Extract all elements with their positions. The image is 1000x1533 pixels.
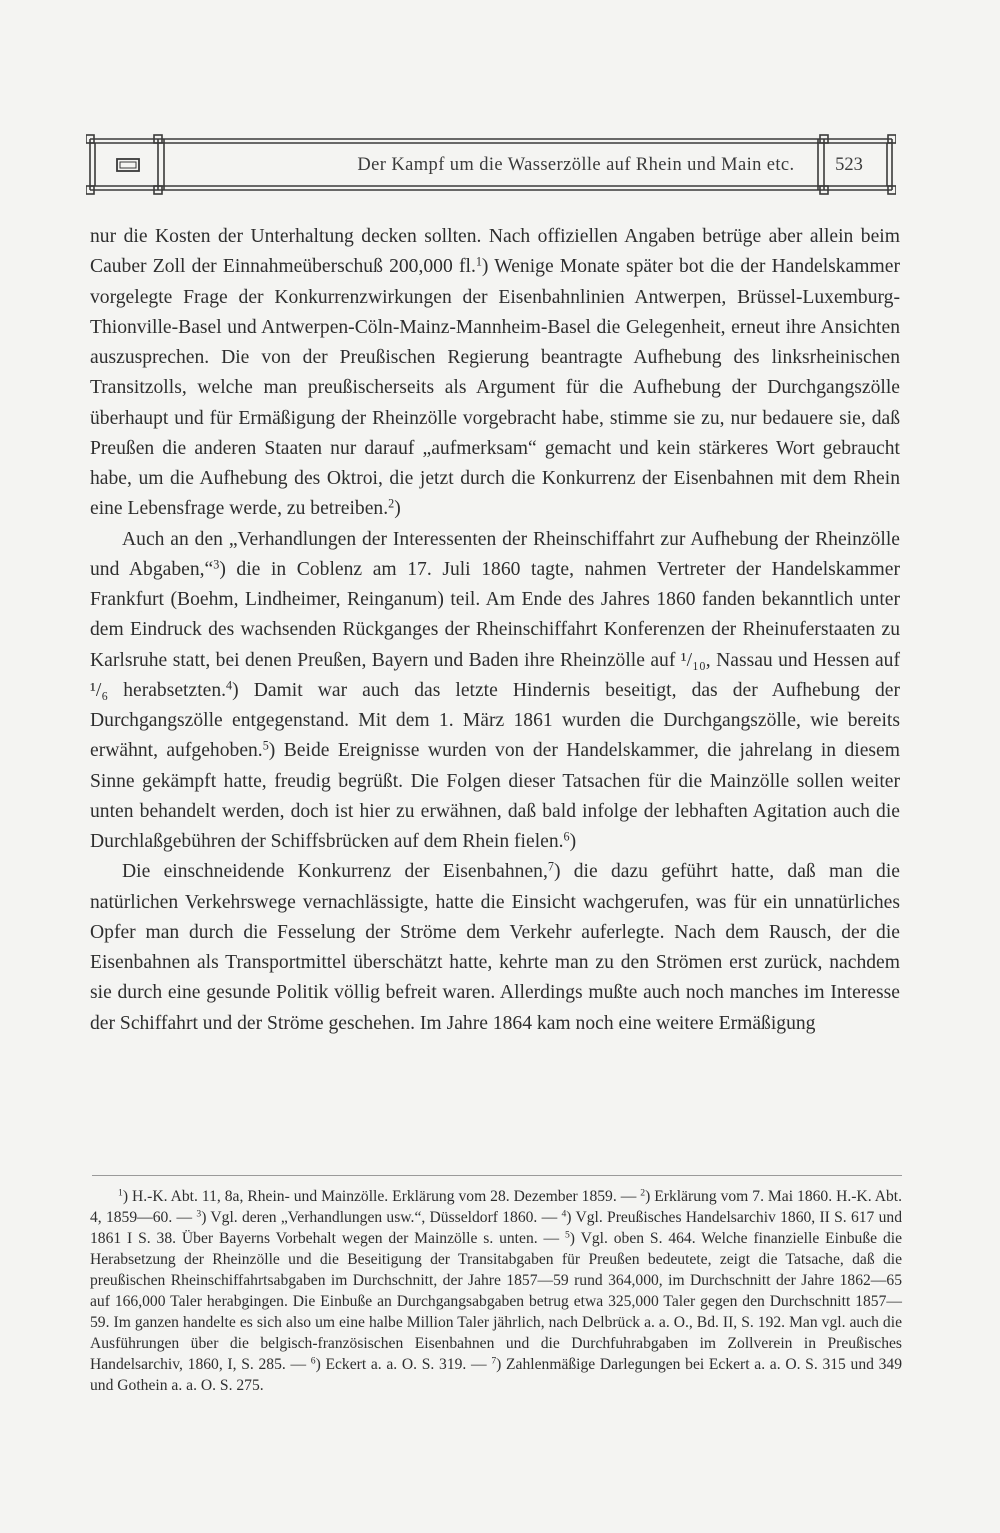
text-run: ) Beide Ereignisse wurden von der Handelskammer, die jahrelang in diesem Sinne gekämpft hatte, freudig begrüßt. Die Folgen dieser Tatsachen für die Mainzölle sollen weiter unten behandelt werden, doch ist hier zu erwähnen, daß bald infolge der lebhaften Agitation auch die Durchlaßgebühren der Schiffsbrücken auf dem Rhein fielen. (90, 740, 900, 852)
paragraph-3 (90, 857, 900, 1039)
footnote-text-2: ) Erklärung vom 7. Mai 1860. H.-K. Abt. 4, 1859—60. — (90, 1188, 902, 1226)
footnote-mark-5: 5 (564, 1229, 570, 1241)
text-run: herabsetzten. (108, 679, 227, 701)
footnote-ref-3: 3 (213, 557, 220, 572)
main-text (90, 222, 900, 1039)
footnote-text-6: ) Eckert a. a. O. S. 319. — (315, 1356, 492, 1373)
page-header (86, 134, 896, 196)
text-run: Auch an den „Verhandlungen der Interessenten der Rheinschiffahrt zur Aufhebung der Rheinzölle und Abgaben,“ (90, 528, 900, 580)
footnote-block (90, 1186, 902, 1396)
footnote-mark-7: 7 (491, 1355, 497, 1367)
text-run: ) die in Coblenz am 17. Juli 1860 tagte, nahmen Vertreter der Handelskammer Frankfurt (Boehm, Lindheimer, Reinganum) teil. Am Ende des Jahres 1860 fanden bekanntlich unter dem Eindruck des wachsenden Rückganges der Rheinschiffahrt Konferenzen der Rheinuferstaaten zu Karlsruhe statt, bei denen Preußen, Bayern und Baden ihre Rheinzölle auf (90, 558, 900, 671)
fraction-tenth: ¹/₁₀ (680, 649, 706, 671)
fraction-sixth: ¹/₆ (90, 679, 109, 701)
footnote-ref-2: 2 (388, 496, 395, 511)
footnote-ref-7: 7 (547, 859, 554, 874)
footnote-ref-4: 4 (226, 678, 233, 693)
page-number: 523 (835, 155, 863, 175)
paragraph-1 (90, 222, 900, 525)
running-title: Der Kampf um die Wasserzölle auf Rhein und Main etc. (357, 155, 795, 175)
text-run: ) (394, 498, 401, 520)
footnote-text-1: ) H.-K. Abt. 11, 8a, Rhein- und Mainzölle. Erklärung vom 28. Dezember 1859. — (122, 1188, 641, 1205)
footnote-ref-6: 6 (563, 829, 570, 844)
text-run: ) die dazu geführt hatte, daß man die natürlichen Verkehrswege vernachlässigte, hatte die Einsicht wachgerufen, was für ein unnatürliches Opfer man durch die Fesselung der Ströme dem Verkehr auferlegte. Nach dem Rausch, der die Eisenbahnen als Transportmittel überschätzt hatte, kehrte man zu den Strömen erst zurück, nachdem sie durch eine gesunde Politik völlig befreit waren. Allerdings mußte auch noch manches im Interesse der Schiffahrt und der Ströme geschehen. Im Jahre 1864 kam noch eine weitere Ermäßigung (90, 861, 900, 1034)
text-run: , Nassau und Hessen auf (705, 649, 901, 671)
text-run: ) Wenige Monate später bot die der Handelskammer vorgelegte Frage der Konkurrenzwirkungen der Eisenbahnlinien Antwerpen, Brüssel-Luxemburg-Thionville-Basel und Antwerpen-Cöln-Mainz-Mannheim-Basel die Gelegenheit, erneut ihre Ansichten auszusprechen. Die von der Preußischen Regierung beantragte Aufhebung des linksrheinischen Transitzolls, welche man preußischerseits als Argument für die Aufhebung der Durchgangszölle überhaupt und für Ermäßigung der Rheinzölle vorgebracht habe, stimme sie zu, nur bedauere sie, daß Preußen die anderen Staaten nur darauf „aufmerksam“ gemacht und kein stärkeres Wort gebraucht habe, um die Aufhebung des Oktroi, die jetzt durch die Konkurrenz der Eisenbahnen mit dem Rhein eine Lebensfrage werde, zu betreiben. (90, 256, 900, 520)
footnote-ref-5: 5 (262, 738, 269, 753)
paragraph-2 (90, 525, 900, 858)
footnote-text-3: ) Vgl. deren „Verhandlungen usw.“, Düsseldorf 1860. — (201, 1209, 562, 1226)
text-run: ) Damit war auch das letzte Hindernis beseitigt, das der Aufhebung der Durchgangszölle entgegenstand. Mit dem 1. März 1861 wurden die Durchgangszölle, wie bereits erwähnt, aufgehoben. (90, 679, 900, 762)
footnote-text-5: ) Vgl. oben S. 464. Welche finanzielle Einbuße die Herabsetzung der Rheinzölle und die Beseitigung der Transitabgaben für Preußen bedeutete, zeigt die Tatsache, daß die preußischen Rheinschiffahrtsabgaben im Durchschnitt, der Jahre 1857—59 rund 364,000, im Durchschnitt der Jahre 1862—65 auf 166,000 Taler herabgingen. Die Einbuße an Durchgangsabgaben betrug etwa 325,000 Taler gegen den Durchschnitt 1857—59. Im ganzen handelte es sich also um eine halbe Million Taler jährlich, nach Delbrück a. a. O., Bd. II, S. 192. Man vgl. auch die Ausführungen über die belgisch-französischen Eisenbahnen und die Durchfuhrabgaben im Zollverein in Preußisches Handelsarchiv, 1860, I, S. 285. — (90, 1230, 902, 1373)
text-run: ) (569, 831, 577, 852)
footnote-mark-6: 6 (310, 1355, 316, 1367)
footnote-text-7: ) Zahlenmäßige Darlegungen bei Eckert a. a. O. S. 315 und 349 und Gothein a. a. O. S. 275. (90, 1356, 903, 1394)
footnotes (90, 1186, 902, 1396)
text-run: Die einschneidende Konkurrenz der Eisenbahnen, (122, 861, 548, 883)
footnote-mark-4: 4 (561, 1208, 567, 1220)
footnote-text-4: ) Vgl. Preußisches Handelsarchiv 1860, II S. 617 und 1861 I S. 38. Über Bayerns Vorbehalt wegen der Mainzölle s. unten. — (90, 1209, 903, 1247)
footnote-ref-1: 1 (475, 254, 482, 269)
footnote-mark-2: 2 (640, 1187, 646, 1199)
footnote-mark-1: 1 (118, 1187, 123, 1199)
footnote-mark-3: 3 (196, 1208, 202, 1220)
text-run: nur die Kosten der Unterhaltung decken sollten. Nach offiziellen Angaben betrüge aber allein beim Cauber Zoll der Einnahmeüberschuß 200,000 fl. (90, 226, 900, 278)
footnote-divider (92, 1175, 902, 1176)
